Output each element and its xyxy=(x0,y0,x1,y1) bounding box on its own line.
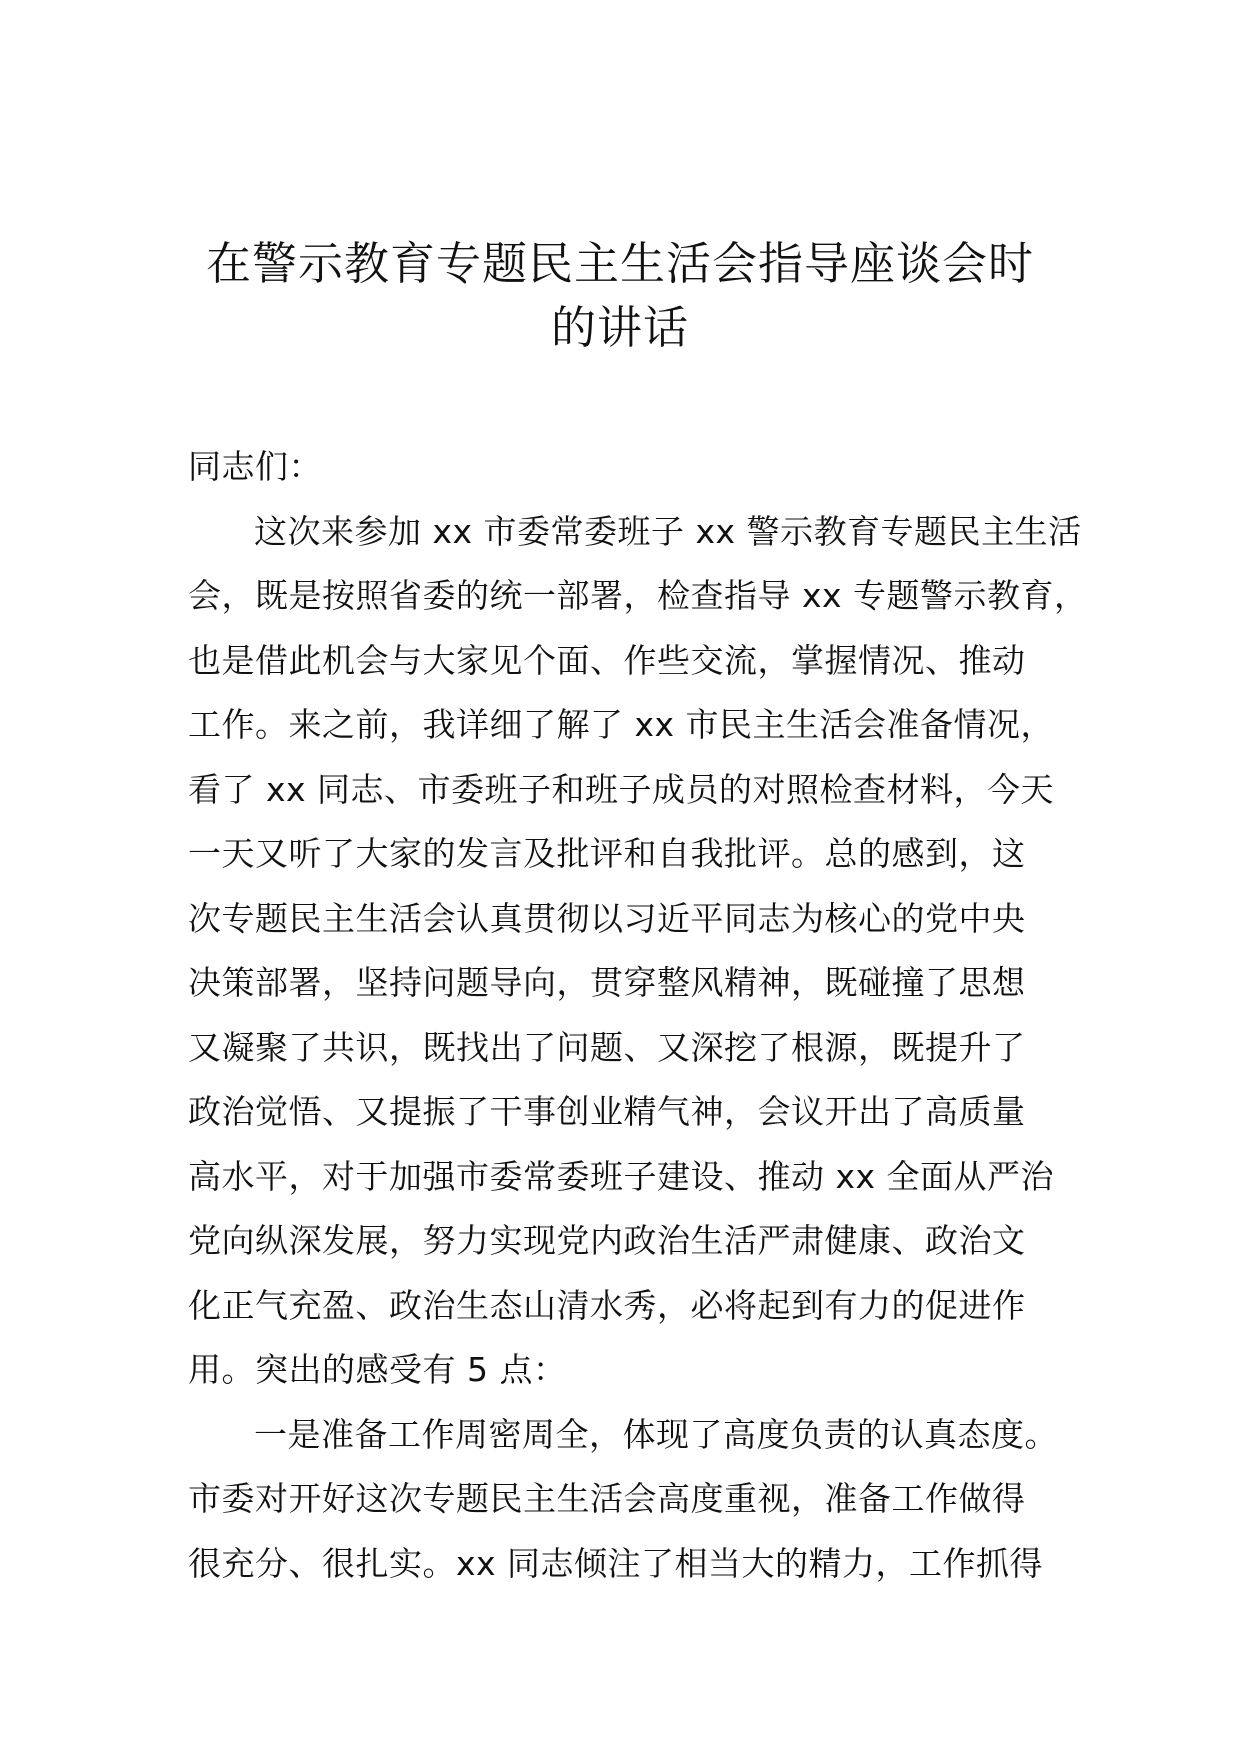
paragraph-line: 决策部署，坚持问题导向，贯穿整风精神，既碰撞了思想 xyxy=(188,963,1026,1002)
paragraph-line: 一天又听了大家的发言及批评和自我批评。总的感到，这 xyxy=(188,834,1026,873)
paragraph-line: 政治觉悟、又提振了干事创业精气神，会议开出了高质量 xyxy=(188,1092,1026,1131)
paragraph-line: 很充分、很扎实。xx 同志倾注了相当大的精力，工作抓得 xyxy=(188,1543,1044,1583)
paragraph-line: 这次来参加 xx 市委常委班子 xx 警示教育专题民主生活 xyxy=(254,511,1082,551)
paragraph-line: 次专题民主生活会认真贯彻以习近平同志为核心的党中央 xyxy=(188,898,1026,938)
paragraph-line: 用。突出的感受有 5 点： xyxy=(188,1350,567,1389)
paragraph-line: 一是准备工作周密周全，体现了高度负责的认真态度。 xyxy=(254,1414,1058,1454)
document-title xyxy=(190,232,1050,360)
paragraph-line: 又凝聚了共识，既找出了问题、又深挖了根源，既提升了 xyxy=(188,1027,1026,1067)
paragraph-line: 高水平，对于加强市委常委班子建设、推动 xx 全面从严治 xyxy=(188,1156,1055,1196)
document-body xyxy=(188,435,1088,1596)
paragraph-line: 看了 xx 同志、市委班子和班子成员的对照检查材料，今天 xyxy=(188,769,1055,809)
title-line-1: 在警示教育专题民主生活会指导座谈会时 xyxy=(205,237,1034,290)
title-line-2: 的讲话 xyxy=(550,301,689,354)
paragraph-line: 党向纵深发展，努力实现党内政治生活严肃健康、政治文 xyxy=(188,1221,1026,1260)
greeting: 同志们： xyxy=(188,447,322,486)
paragraph-line: 化正气充盈、政治生态山清水秀，必将起到有力的促进作 xyxy=(188,1285,1026,1325)
paragraph-line: 工作。来之前，我详细了解了 xx 市民主生活会准备情况， xyxy=(188,705,1055,744)
paragraph-line: 会，既是按照省委的统一部署，检查指导 xx 专题警示教育， xyxy=(188,576,1088,615)
paragraph-line: 也是借此机会与大家见个面、作些交流，掌握情况、推动 xyxy=(188,640,1026,680)
paragraph-line: 市委对开好这次专题民主生活会高度重视，准备工作做得 xyxy=(188,1479,1026,1518)
